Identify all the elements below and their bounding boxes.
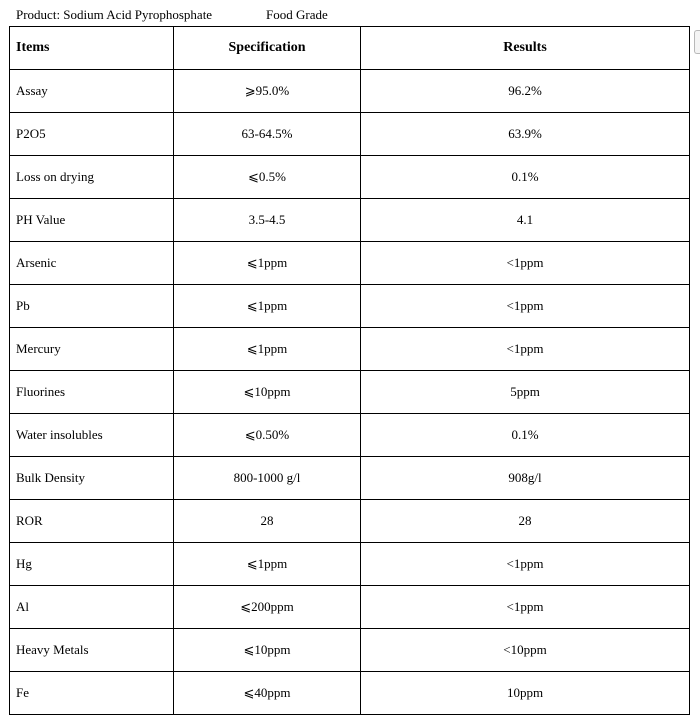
item-cell: ROR [10, 500, 174, 543]
result-cell: <10ppm [361, 629, 690, 672]
table-row [10, 543, 690, 586]
table-row [10, 414, 690, 457]
specification-cell: 28 [174, 500, 361, 543]
specification-cell: ⩽0.5% [174, 156, 361, 199]
table-row [10, 328, 690, 371]
specification-cell: ⩽1ppm [174, 328, 361, 371]
item-cell: Fe [10, 672, 174, 715]
result-cell: 96.2% [361, 70, 690, 113]
specification-cell: ⩽10ppm [174, 371, 361, 414]
product-name: Product: Sodium Acid Pyrophosphate [16, 7, 213, 22]
specification-cell: ⩽1ppm [174, 242, 361, 285]
specification-table [9, 26, 690, 715]
item-cell: Al [10, 586, 174, 629]
result-cell: 0.1% [361, 156, 690, 199]
result-cell: <1ppm [361, 586, 690, 629]
column-header-results: Results [361, 27, 690, 70]
specification-cell: ⩽200ppm [174, 586, 361, 629]
result-cell: 63.9% [361, 113, 690, 156]
specification-cell: ⩽40ppm [174, 672, 361, 715]
item-cell: Mercury [10, 328, 174, 371]
table-row [10, 629, 690, 672]
result-cell: 5ppm [361, 371, 690, 414]
edge-tab [694, 30, 700, 54]
result-cell: <1ppm [361, 285, 690, 328]
item-cell: Arsenic [10, 242, 174, 285]
result-cell: <1ppm [361, 328, 690, 371]
result-cell: 4.1 [361, 199, 690, 242]
table-row [10, 371, 690, 414]
result-cell: 908g/l [361, 457, 690, 500]
column-header-items: Items [10, 27, 174, 70]
specification-cell: ⩽1ppm [174, 285, 361, 328]
specification-cell: ⩽10ppm [174, 629, 361, 672]
table-row [10, 156, 690, 199]
table-row [10, 199, 690, 242]
table-row [10, 113, 690, 156]
item-cell: PH Value [10, 199, 174, 242]
item-cell: P2O5 [10, 113, 174, 156]
table-row [10, 586, 690, 629]
item-cell: Heavy Metals [10, 629, 174, 672]
item-cell: Pb [10, 285, 174, 328]
table-body [10, 70, 690, 715]
specification-cell: ⩾95.0% [174, 70, 361, 113]
item-cell: Bulk Density [10, 457, 174, 500]
result-cell: 10ppm [361, 672, 690, 715]
item-cell: Fluorines [10, 371, 174, 414]
document-header [16, 7, 328, 23]
table-row [10, 672, 690, 715]
result-cell: <1ppm [361, 242, 690, 285]
product-grade: Food Grade [266, 7, 328, 22]
table-header-row [10, 27, 690, 70]
specification-cell: 800-1000 g/l [174, 457, 361, 500]
specification-cell: 3.5-4.5 [174, 199, 361, 242]
table-row [10, 457, 690, 500]
specification-cell: ⩽0.50% [174, 414, 361, 457]
table-row [10, 285, 690, 328]
table-row [10, 500, 690, 543]
result-cell: <1ppm [361, 543, 690, 586]
table-row [10, 242, 690, 285]
item-cell: Assay [10, 70, 174, 113]
column-header-specification: Specification [174, 27, 361, 70]
specification-cell: ⩽1ppm [174, 543, 361, 586]
item-cell: Loss on drying [10, 156, 174, 199]
table-row [10, 70, 690, 113]
item-cell: Water insolubles [10, 414, 174, 457]
item-cell: Hg [10, 543, 174, 586]
specification-cell: 63-64.5% [174, 113, 361, 156]
result-cell: 28 [361, 500, 690, 543]
result-cell: 0.1% [361, 414, 690, 457]
